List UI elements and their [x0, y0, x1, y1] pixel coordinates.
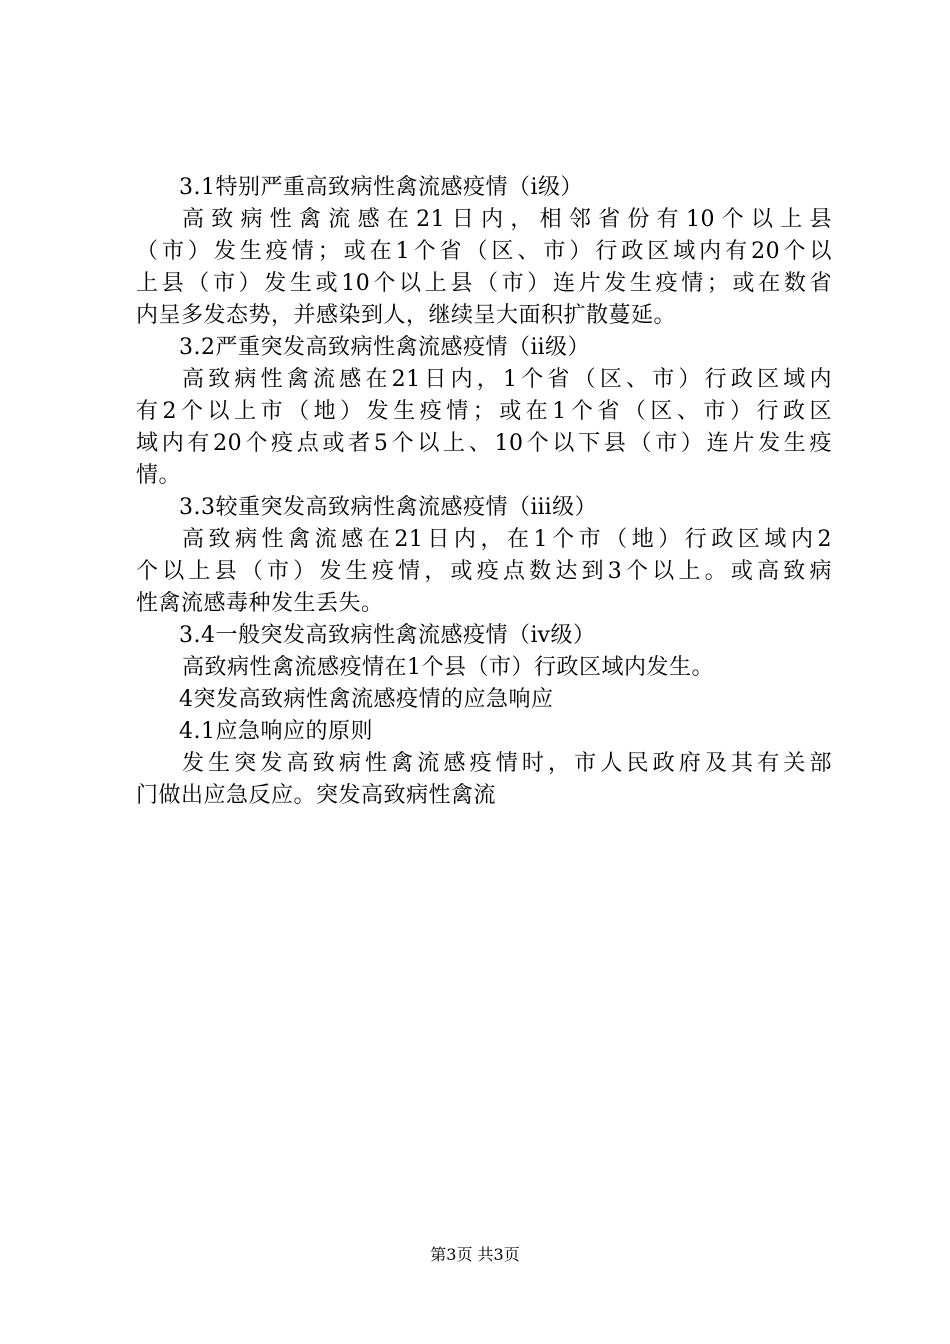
section-heading-3-4: 3.4一般突发高致病性禽流感疫情（ⅳ级）	[179, 623, 596, 648]
paragraph-line: 高致病性禽流感疫情在1个县（市）行政区域内发生。	[182, 655, 714, 680]
paragraph-line: 高致病性禽流感在21日内，相邻省份有10个以上县	[182, 207, 832, 232]
paragraph-line: 高致病性禽流感在21日内，1个省（区、市）行政区域内	[182, 367, 832, 392]
section-heading-3-2: 3.2严重突发高致病性禽流感疫情（ⅱ级）	[179, 335, 591, 360]
paragraph-line: 高致病性禽流感在21日内，在1个市（地）行政区域内2	[182, 527, 832, 552]
paragraph-line: 门做出应急反应。突发高致病性禽流	[136, 783, 497, 808]
paragraph-line: 性禽流感毒种发生丢失。	[136, 591, 384, 616]
section-heading-4-1: 4.1应急响应的原则	[179, 719, 373, 744]
paragraph-line: 上县（市）发生或10个以上县（市）连片发生疫情；或在数省	[136, 271, 832, 296]
document-body	[136, 172, 832, 812]
paragraph-line: 情。	[136, 463, 182, 488]
paragraph-line: 域内有20个疫点或者5个以上、10个以下县（市）连片发生疫	[136, 431, 832, 456]
section-heading-3-1: 3.1特别严重高致病性禽流感疫情（ⅰ级）	[179, 175, 584, 200]
page-number-footer: 第3页 共3页	[430, 1245, 520, 1264]
section-heading-4: 4突发高致病性禽流感疫情的应急响应	[179, 687, 554, 712]
paragraph-line: 个以上县（市）发生疫情，或疫点数达到3个以上。或高致病	[136, 559, 832, 584]
section-heading-3-3: 3.3较重突发高致病性禽流感疫情（ⅲ级）	[179, 495, 598, 520]
paragraph-line: 有2个以上市（地）发生疫情；或在1个省（区、市）行政区	[136, 399, 832, 424]
paragraph-line: 发生突发高致病性禽流感疫情时，市人民政府及其有关部	[182, 751, 832, 776]
paragraph-line: （市）发生疫情；或在1个省（区、市）行政区域内有20个以	[136, 239, 832, 264]
paragraph-line: 内呈多发态势，并感染到人，继续呈大面积扩散蔓延。	[136, 303, 677, 328]
